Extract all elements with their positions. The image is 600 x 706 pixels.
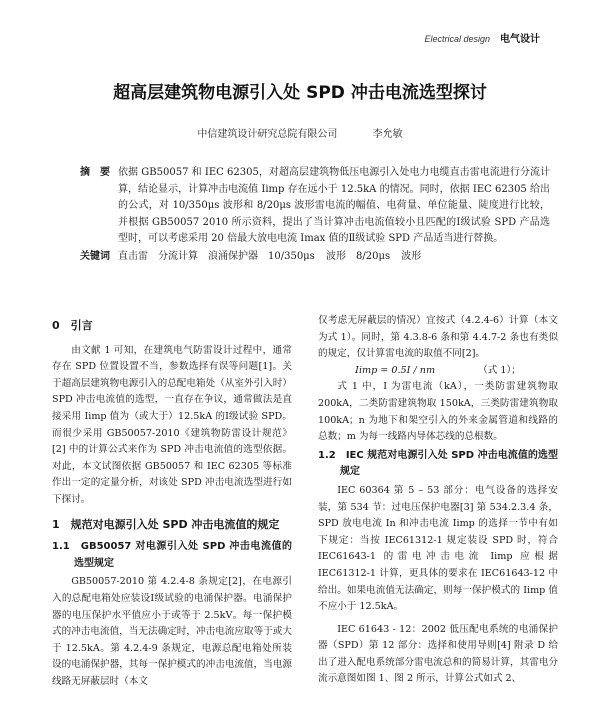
paper-title: 超高层建筑物电源引入处 SPD 冲击电流选型探讨 [113,83,487,103]
formula-explanation: 式 1 中，I 为雷电流（kA），一类防雷建筑物取 200kA，二类防雷建筑物取 150kA，三类防雷建筑物取 100kA；n 为地下和架空引入的外来金属管道和线路的总数；m 为每一线路内导体芯线的总根数。 [318,381,558,443]
continued-paragraph: 仅考虑无屏蔽层的情况）宜按式（4.2.4-6）计算（本文为式 1）。同时，第 4.3.8-6 条和第 4.4.7-2 条也有类似的规定，仅计算雷电流的取值不同[2]。 [318,315,558,360]
journal-header [424,30,540,45]
abstract-label: 摘 要 [80,167,110,178]
keywords-text: 直击雷 分流计算 浪涌保护器 10/350μs 波形 8/20μs 波形 [118,250,422,262]
section-1-2-paragraph-2: IEC 61643 - 12：2002 低压配电系统的电涌保护器（SPD）第 12 部分：选择和使用导则[4] 附录 D 给出了进入配电系统部分雷电流总和的简易计算，其雷电分流示意图如图 1、图 2 所示，计算公式如式 2、 [318,623,558,685]
formula-number: （式 1）； [478,364,521,376]
section-1-heading: 1 规范对电源引入处 SPD 冲击电流值的规定 [52,517,280,531]
affiliation-line [0,125,600,140]
right-column [318,313,558,688]
section-0-heading: 0 引言 [52,319,93,332]
section-1-1-paragraph: GB50057-2010 第 4.2.4-8 条规定[2]，在电源引入的总配电箱处应装设Ⅰ级试验的电涌保护器。电涌保护器的电压保护水平值应小于或等于 2.5kV。每一保护模式的冲击电流值，当无法确定时，冲击电流应取等于或大于 12.5kA。第 4.2.4-9 条规定，电源总配电箱处所装设的电涌保护器，其每一保护模式的冲击电流值，当电源线路无屏蔽层时（本文 [52,576,292,687]
journal-name-en: Electrical design [424,34,490,44]
journal-name-cn: 电气设计 [500,34,540,45]
section-0-paragraph: 由文献 1 可知，在建筑电气防雷设计过程中，通常存在 SPD 位置设置不当，参数选择有误等问题[1]。关于超高层建筑物电源引入的总配电箱处（从室外引入时）SPD 冲击电流值的选型，一直存在争议，通常做法是直接采用 Iimp 值为（或大于）12.5kA 的Ⅰ级试验 SPD。而很少采用 GB50057-2010《建筑物防雷设计规范》[2] 中的计算公式来作为 SPD 冲击电流值的选型依据。对此，本文试图依据 GB50057 和 IEC 62305 等标准作出一定的定量分析，对该处 SPD 冲击电流选型进行如下探讨。 [52,344,292,505]
formula-expression: Iimp = 0.5I / nm [355,364,436,376]
affiliation: 中信建筑设计研究总院有限公司 [197,129,338,140]
author: 李允敏 [372,129,403,140]
abstract-row [80,165,550,248]
left-column [52,318,292,690]
section-1-2-heading: 1.2 IEC 规范对电源引入处 SPD 冲击电流值的选型规定 [318,449,558,478]
section-1-1-heading: 1.1 GB50057 对电源引入处 SPD 冲击电流值的选型规定 [52,541,292,569]
abstract-text: 依据 GB50057 和 IEC 62305，对超高层建筑物低压电源引入处电力电缆直击雷电流进行分流计算，结论显示，计算冲击电流值 Iimp 存在远小于 12.5kA 的情况。同时，依据 IEC 62305 给出的公式，对 10/350μs 波形和 8/20μs 波形雷电流的幅值、电荷量、单位能量、陡度进行比较，并根据 GB50057 2010 所示资料，提出了当计算冲击电流值较小且匹配的Ⅰ级试验 SPD 产品选型时，可以考虑采用 20 倍最大放电电流 Imax 值的Ⅱ级试验 SPD 产品适当进行替换。 [118,167,550,244]
keywords-row [80,249,550,266]
abstract-block [80,165,550,265]
keywords-label: 关键词 [80,250,110,262]
section-1-2-paragraph-1: IEC 60364 第 5 – 53 部分：电气设备的选择安装，第 534 节：过电压保护电器[3] 第 534.2.3.4 条，SPD 放电电流 In 和冲击电流 Iimp 的选择一节中有如下规定：当按 IEC61312-1 规定装设 SPD 时，符合 IEC61643-1 的雷电冲击电流 Iimp 应根据 IEC61312-1 计算，更具体的要求在 IEC61643-12 中给出。如果电流值无法确定，则每一保护模式的 Iimp 值不应小于 12.5kA。 [318,484,558,613]
formula-1 [318,363,558,380]
